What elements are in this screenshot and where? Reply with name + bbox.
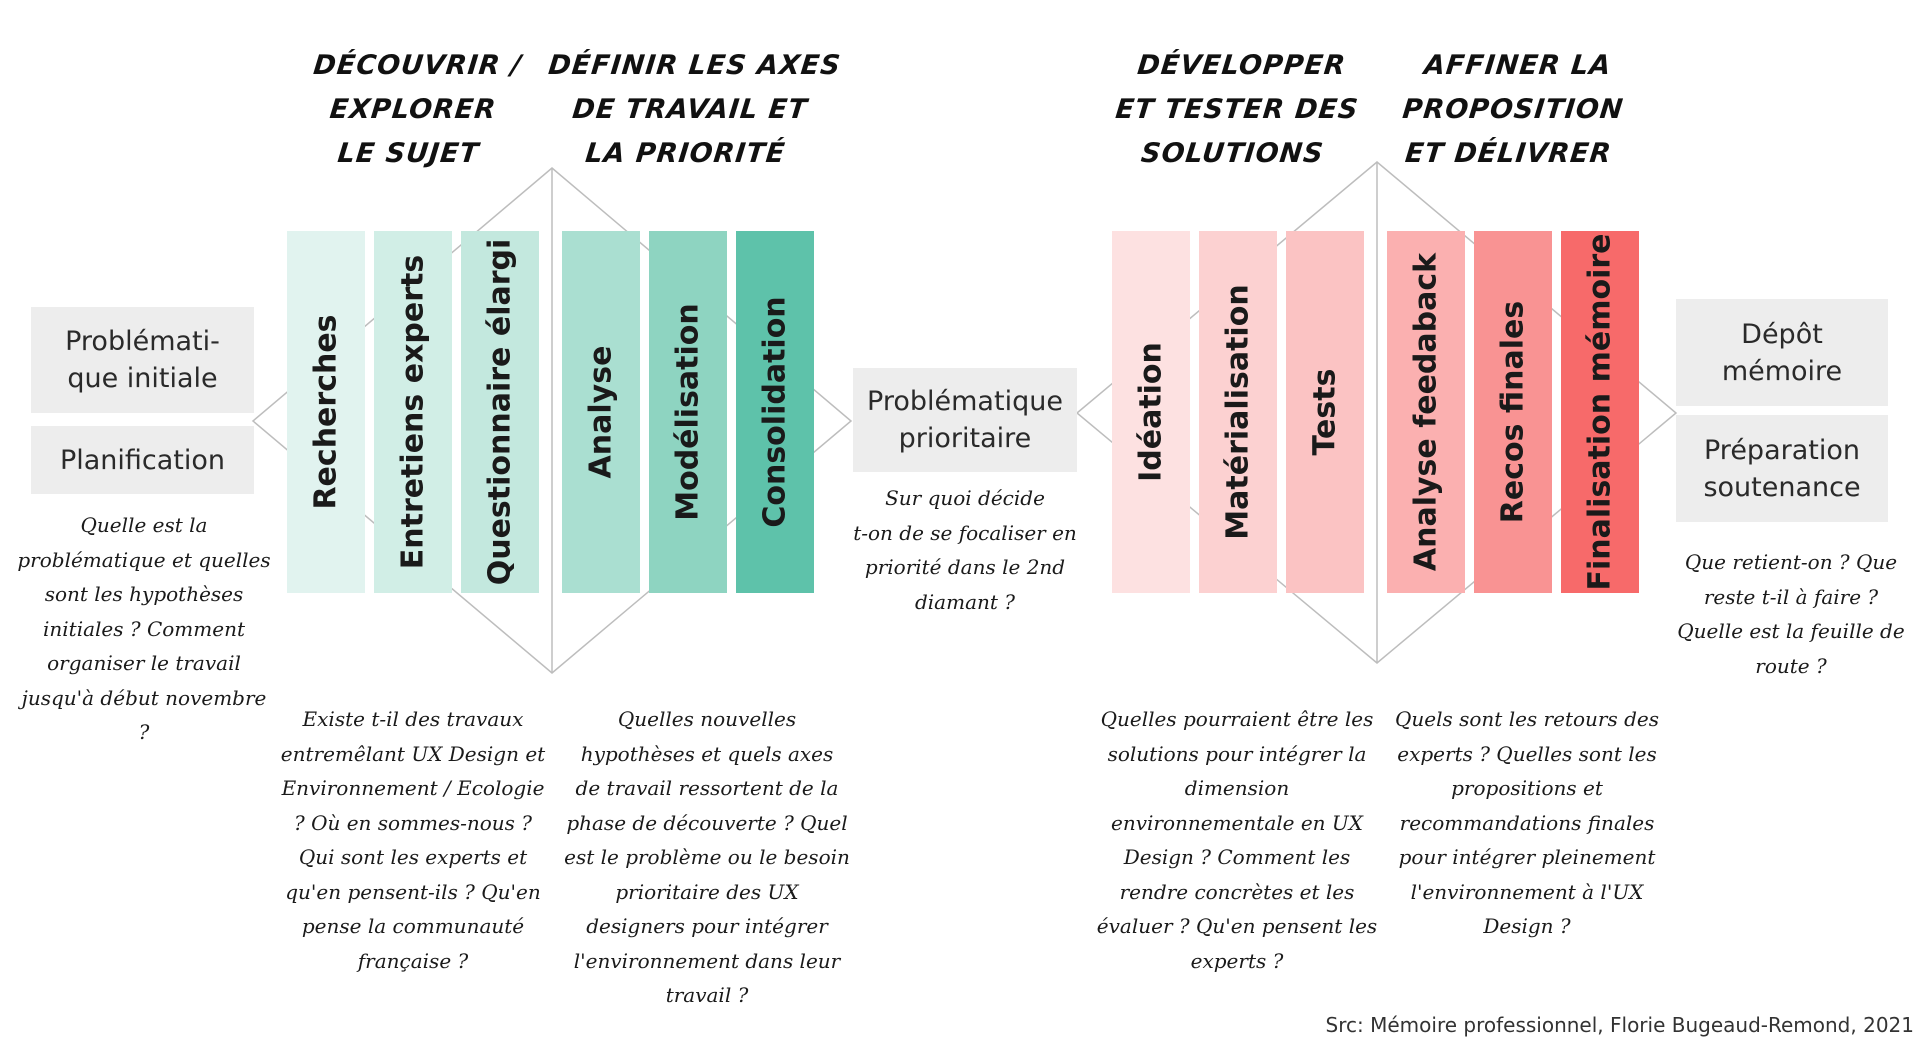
step-recherches: Recherches xyxy=(287,231,365,593)
question-discover xyxy=(263,702,563,978)
question-right xyxy=(1666,545,1916,683)
question-line: environnementale en UX xyxy=(1110,810,1363,835)
step-questionnaire-elargi: Questionnaire élargi xyxy=(461,231,539,593)
step-entretiens-experts: Entretiens experts xyxy=(374,231,452,593)
question-left xyxy=(14,508,274,750)
question-line: pense la communauté xyxy=(301,914,525,938)
step-ideation: Idéation xyxy=(1112,231,1190,593)
question-line: hypothèses et quels axes xyxy=(580,741,834,766)
box-depot-memoire: Dépôt mémoire xyxy=(1676,299,1888,406)
box-problematique-initiale: Problémati- que initiale xyxy=(31,307,254,413)
question-line: organiser le travail xyxy=(47,651,241,675)
question-line: Design ? Comment les xyxy=(1123,845,1351,869)
question-line: Quels sont les retours des xyxy=(1394,707,1659,731)
question-line: experts ? Quelles sont les xyxy=(1397,741,1657,766)
question-line: route ? xyxy=(1755,653,1827,678)
question-line: Quelles pourraient être les xyxy=(1100,707,1374,731)
question-deliver xyxy=(1377,702,1677,944)
question-line: prioritaire des UX xyxy=(615,879,799,904)
question-line: l'environnement dans leur xyxy=(573,948,841,973)
step-analyse-feedaback: Analyse feedaback xyxy=(1387,231,1465,593)
box-planification: Planification xyxy=(31,426,254,494)
question-line: Existe t-il des travaux xyxy=(302,707,524,731)
question-line: qu'en pensent-ils ? Qu'en xyxy=(285,879,541,904)
step-modelisation: Modélisation xyxy=(649,231,727,593)
step-recos-finales: Recos finales xyxy=(1474,231,1552,593)
phase-header-develop: DÉVELOPPER ET TESTER DES SOLUTIONS xyxy=(1113,50,1361,169)
question-line: designers pour intégrer xyxy=(586,914,828,938)
question-line: entremêlant UX Design et xyxy=(280,741,546,766)
question-line: Que retient-on ? Que xyxy=(1684,550,1898,574)
question-line: reste t-il à faire ? xyxy=(1703,584,1879,609)
question-line: est le problème ou le besoin xyxy=(564,845,850,869)
question-middle xyxy=(840,481,1090,619)
question-line: rendre concrètes et les xyxy=(1119,879,1355,904)
question-line: dimension xyxy=(1184,776,1290,800)
step-consolidation: Consolidation xyxy=(736,231,814,593)
question-develop xyxy=(1087,702,1387,978)
question-line: française ? xyxy=(357,948,469,973)
question-line: l'environnement à l'UX xyxy=(1410,879,1644,904)
phase-header-define: DÉFINIR LES AXES DE TRAVAIL ET LA PRIORITÉ xyxy=(546,50,843,169)
question-line: évaluer ? Qu'en pensent les xyxy=(1096,914,1378,938)
phase-header-discover: DÉCOUVRIR / EXPLORER LE SUJET xyxy=(311,50,524,169)
question-line: ? Où en sommes-nous ? xyxy=(293,810,533,835)
question-line: de travail ressortent de la xyxy=(575,776,839,800)
question-line: Quelle est la xyxy=(80,513,208,537)
question-line: Qui sont les experts et xyxy=(298,845,528,869)
question-line: Design ? xyxy=(1483,914,1571,938)
step-materialisation: Matérialisation xyxy=(1199,231,1277,593)
question-line: Sur quoi décide xyxy=(885,486,1045,510)
step-finalisation-memoire: Finalisation mémoire xyxy=(1561,231,1639,593)
question-line: Environnement / Ecologie xyxy=(281,776,545,800)
question-line: propositions et xyxy=(1451,776,1603,800)
question-line: initiales ? Comment xyxy=(43,616,245,641)
question-line: recommandations finales xyxy=(1399,810,1655,835)
phase-header-deliver: AFFINER LA PROPOSITION ET DÉLIVRER xyxy=(1401,50,1626,169)
question-line: solutions pour intégrer la xyxy=(1107,741,1367,766)
question-line: diamant ? xyxy=(914,589,1015,614)
question-line: jusqu'à début novembre ? xyxy=(21,685,267,744)
question-line: priorité dans le 2nd xyxy=(864,555,1066,579)
step-analyse: Analyse xyxy=(562,231,640,593)
question-line: experts ? xyxy=(1190,948,1284,973)
question-line: sont les hypothèses xyxy=(44,582,244,606)
question-line: travail ? xyxy=(665,983,749,1007)
source-credit: Src: Mémoire professionnel, Florie Bugeaud-Remond, 2021 xyxy=(1325,1013,1914,1037)
question-line: t-on de se focaliser en xyxy=(853,520,1077,545)
question-line: pour intégrer pleinement xyxy=(1398,845,1656,869)
question-line: problématique et quelles xyxy=(17,547,271,572)
box-problematique-prioritaire: Problématique prioritaire xyxy=(853,368,1077,472)
question-line: phase de découverte ? Quel xyxy=(566,810,848,835)
question-line: Quelles nouvelles xyxy=(617,707,797,731)
question-line: Quelle est la feuille de xyxy=(1677,619,1905,643)
question-define xyxy=(552,702,862,1013)
step-tests: Tests xyxy=(1286,231,1364,593)
box-preparation-soutenance: Préparation soutenance xyxy=(1676,415,1888,522)
